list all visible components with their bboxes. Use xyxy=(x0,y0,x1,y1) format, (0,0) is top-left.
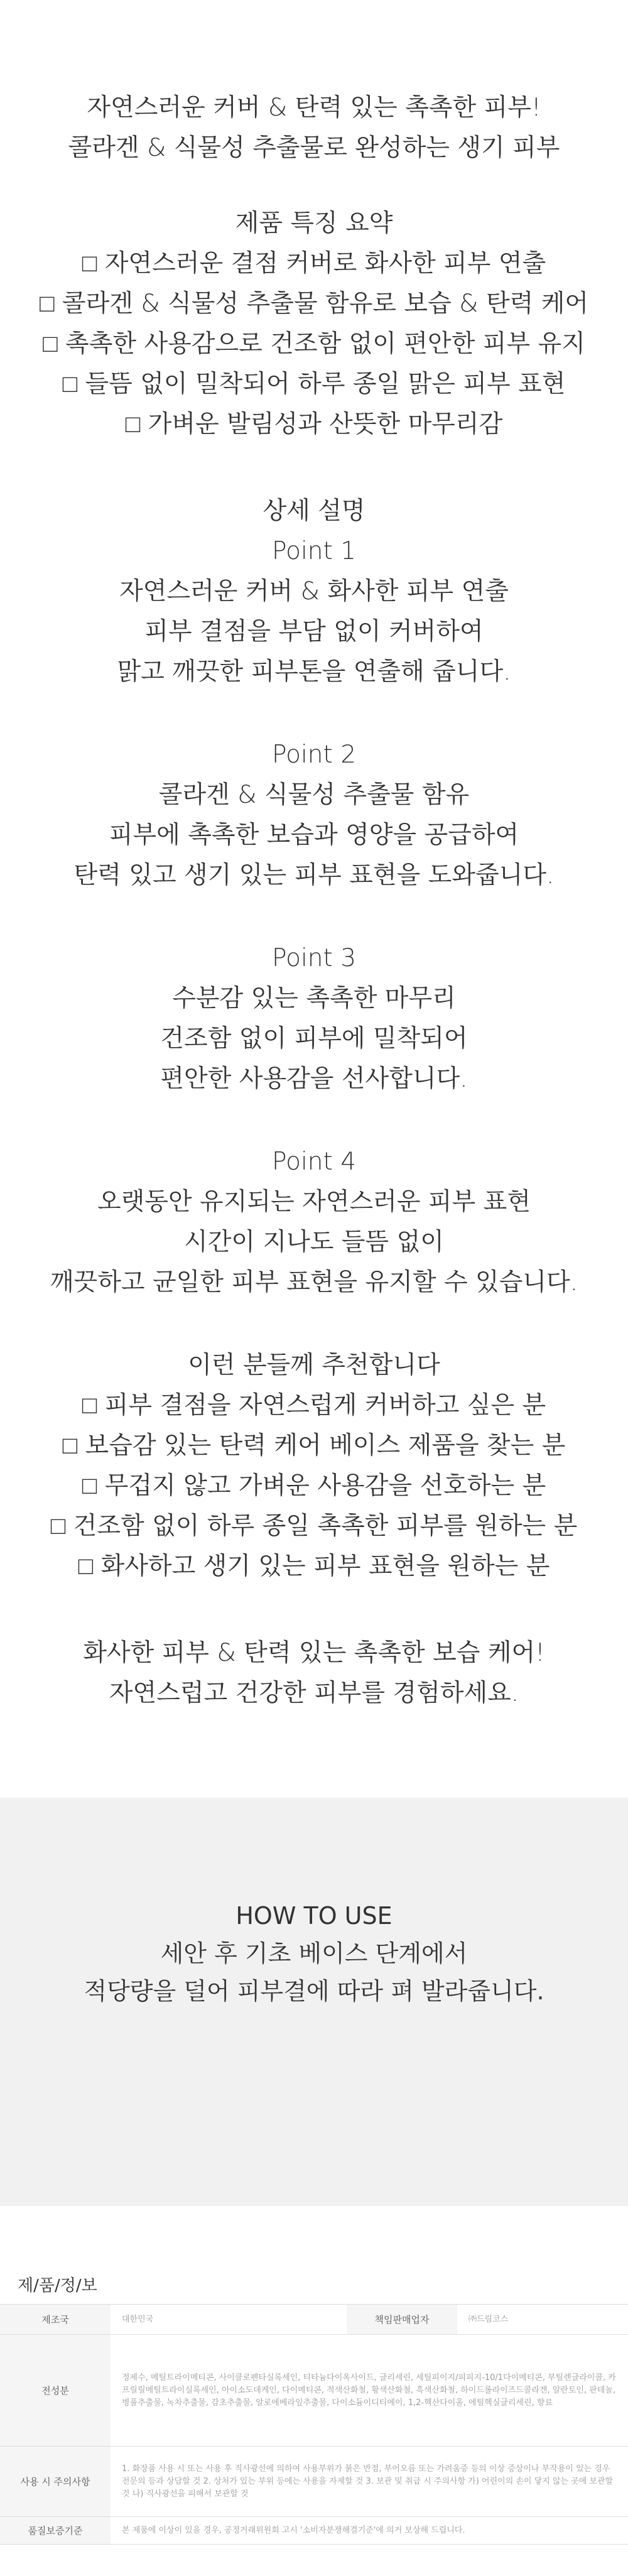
spec-label: 책임판매업자 xyxy=(347,2305,457,2335)
features-title: 제품 특징 요약 xyxy=(235,209,393,237)
point-line: 탄력 있고 생기 있는 피부 표현을 도와줍니다. xyxy=(73,861,555,889)
features-item: □ 들뜸 없이 밀착되어 하루 종일 맑은 피부 표현 xyxy=(62,370,566,398)
spec-label: 전성분 xyxy=(0,2335,111,2447)
closing-block xyxy=(0,1633,628,1714)
point-line: 오랫동안 유지되는 자연스러운 피부 표현 xyxy=(97,1188,531,1216)
point-line: 자연스러운 커버 & 화사한 피부 연출 xyxy=(119,577,509,606)
howto-line: 적당량을 덜어 피부결에 따라 펴 발라줍니다. xyxy=(84,1977,544,2005)
spec-value: 본 제품에 이상이 있을 경우, 공정거래위원회 고시 '소비자분쟁해결기준'에 의거 보상해 드립니다. xyxy=(111,2517,628,2545)
point-line: 피부 결점을 부담 없이 커버하여 xyxy=(144,617,484,646)
spec-table xyxy=(0,2304,628,2545)
features-item: □ 자연스러운 결점 커버로 화사한 피부 연출 xyxy=(82,249,546,278)
spec-label: 제조국 xyxy=(0,2305,111,2335)
recommend-block xyxy=(0,1345,628,1587)
point-line: 콜라겐 & 식물성 추출물 함유 xyxy=(158,781,470,809)
point-label: Point 4 xyxy=(271,1148,357,1176)
recommend-item: □ 무겁지 않고 가벼운 사용감을 선호하는 분 xyxy=(82,1472,546,1500)
closing-line: 자연스럽고 건강한 피부를 경험하세요. xyxy=(109,1679,519,1707)
spec-title: 제/품/정/보 xyxy=(18,2276,97,2295)
intro-headline: 자연스러운 커버 & 탄력 있는 촉촉한 피부! xyxy=(87,94,541,122)
point-line: 피부에 촉촉한 보습과 영양을 공급하여 xyxy=(109,821,519,849)
point-line: 편안한 사용감을 선사합니다. xyxy=(160,1065,468,1093)
table-row xyxy=(0,2305,628,2335)
point-line: 깨끗하고 균일한 피부 표현을 유지할 수 있습니다. xyxy=(50,1268,578,1296)
recommend-title: 이런 분들께 추천합니다 xyxy=(188,1351,440,1379)
table-row xyxy=(0,2335,628,2447)
point-3-block xyxy=(0,938,628,1099)
recommend-item: □ 보습감 있는 탄력 케어 베이스 제품을 찾는 분 xyxy=(62,1432,566,1460)
features-block xyxy=(0,204,628,445)
spec-label: 사용 시 주의사항 xyxy=(0,2447,111,2517)
spec-value: 대한민국 xyxy=(111,2305,347,2335)
point-label: Point 2 xyxy=(271,741,357,769)
point-line: 수분감 있는 촉촉한 마무리 xyxy=(172,984,456,1013)
table-row xyxy=(0,2447,628,2517)
details-title: 상세 설명 xyxy=(263,497,365,525)
recommend-item: □ 화사하고 생기 있는 피부 표현을 원하는 분 xyxy=(78,1552,550,1580)
closing-line: 화사한 피부 & 탄력 있는 촉촉한 보습 케어! xyxy=(83,1639,545,1667)
spec-value: 정제수, 메틸트라이메티콘, 사이클로펜타실록세인, 티타늄다이옥사이드, 글리세린, 세틸피이지/피피지-10/1다이메티콘, 부틸렌글라이콜, 카프릴릴메틸트라이실록세인, 아이소도데케인, 다이메티콘, 적색산화철, 황색산화철, 흑색산화철, 하이드롤라이즈드콜라겐, 알란토인, 판테놀, 병풀추출물, 녹차추출물, 감초추출물, 알로에베라잎추출물, 다이소듐이디티에이, 1,2-헥산다이올, 에틸헥실글리세린, 향료 xyxy=(111,2335,628,2447)
intro-block xyxy=(0,88,628,168)
features-item: □ 촉촉한 사용감으로 건조함 없이 편안한 피부 유지 xyxy=(43,330,585,358)
point-label: Point 1 xyxy=(271,537,357,565)
point-2-block xyxy=(0,735,628,896)
howto-block xyxy=(0,1897,628,2010)
howto-line: 세안 후 기초 베이스 단계에서 xyxy=(160,1940,468,1967)
table-row xyxy=(0,2517,628,2545)
features-item: □ 가벼운 발림성과 산뜻한 마무리감 xyxy=(125,410,503,438)
details-block xyxy=(0,491,628,692)
point-line: 건조함 없이 피부에 밀착되어 xyxy=(160,1024,468,1053)
point-line: 시간이 지나도 들뜸 없이 xyxy=(184,1228,444,1256)
recommend-item: □ 건조함 없이 하루 종일 촉촉한 피부를 원하는 분 xyxy=(50,1512,578,1540)
spec-value: ㈜드림코스 xyxy=(457,2305,628,2335)
point-label: Point 3 xyxy=(271,944,357,972)
features-item: □ 콜라겐 & 식물성 추출물 함유로 보습 & 탄력 케어 xyxy=(39,290,589,318)
intro-subheadline: 콜라겐 & 식물성 추출물로 완성하는 생기 피부 xyxy=(68,134,560,162)
spec-label: 품질보증기준 xyxy=(0,2517,111,2545)
point-line: 맑고 깨끗한 피부톤을 연출해 줍니다. xyxy=(117,658,511,686)
spec-value: 1. 화장품 사용 시 또는 사용 후 직사광선에 의하여 사용부위가 붉은 반점, 부어오름 또는 가려움증 등의 이상 증상이나 부작용이 있는 경우 전문의 등과 상담할 것 2. 상처가 있는 부위 등에는 사용을 자제할 것 3. 보관 및 취급 시 주의사항 가) 어린이의 손이 닿지 않는 곳에 보관할 것 나) 직사광선을 피해서 보관할 것 xyxy=(111,2447,628,2517)
recommend-item: □ 피부 결점을 자연스럽게 커버하고 싶은 분 xyxy=(82,1391,546,1420)
howto-title: HOW TO USE xyxy=(236,1902,392,1930)
point-4-block xyxy=(0,1142,628,1303)
